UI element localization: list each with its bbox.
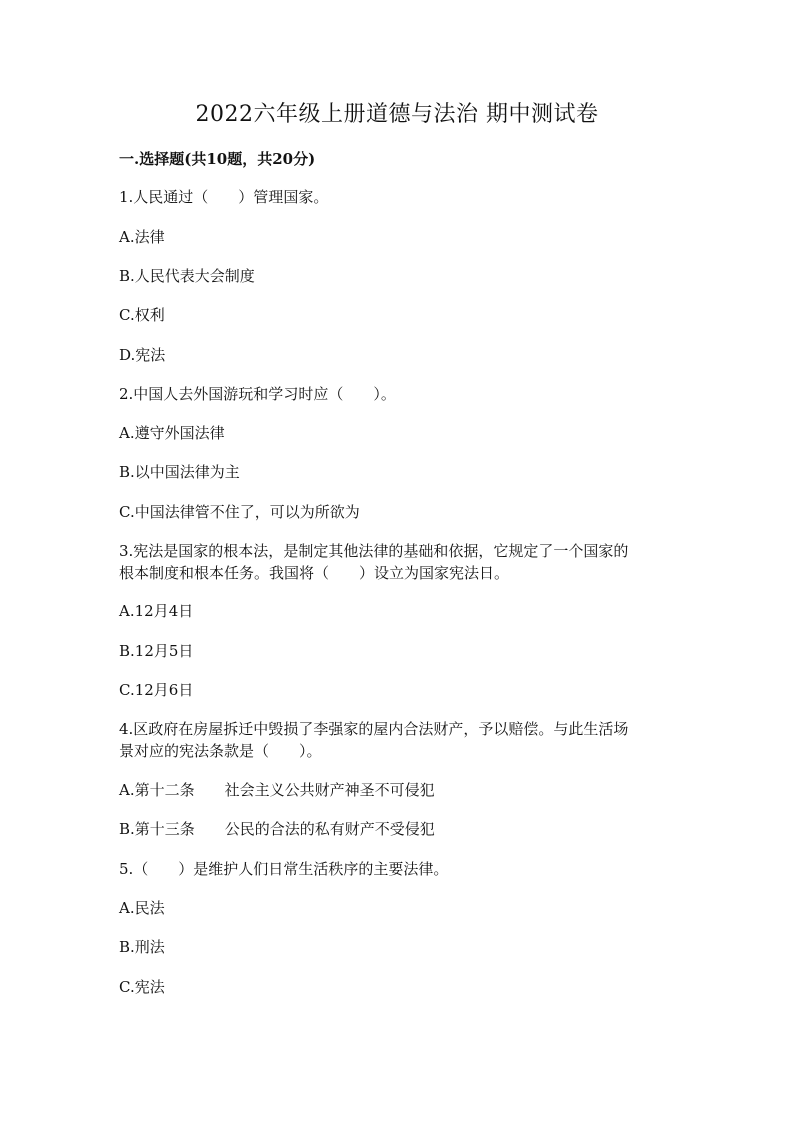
question-3-option-b: B.12月5日	[119, 642, 194, 660]
question-3-option-a: A.12月4日	[119, 602, 194, 620]
question-2-option-a: A.遵守外国法律	[119, 424, 225, 442]
exam-title: 2022六年级上册道德与法治 期中测试卷	[195, 102, 599, 127]
question-4-stem-line-1: 4.区政府在房屋拆迁中毁损了李强家的屋内合法财产，予以赔偿。与此生活场	[119, 720, 629, 738]
question-3-stem-line-1: 3.宪法是国家的根本法，是制定其他法律的基础和依据，它规定了一个国家的	[119, 542, 629, 560]
question-1-option-a: A.法律	[119, 228, 165, 246]
question-2-option-c: C.中国法律管不住了，可以为所欲为	[119, 503, 360, 521]
question-1-option-b: B.人民代表大会制度	[119, 267, 255, 285]
question-5-stem: 5.（ ）是维护人们日常生活秩序的主要法律。	[119, 860, 449, 878]
question-5-option-b: B.刑法	[119, 938, 165, 956]
section-heading: 一.选择题(共10题，共20分)	[119, 150, 316, 168]
question-5-option-a: A.民法	[119, 899, 165, 917]
question-1-option-d: D.宪法	[119, 346, 166, 364]
question-5-option-c: C.宪法	[119, 978, 165, 996]
question-1-stem: 1.人民通过（ ）管理国家。	[119, 188, 329, 206]
question-4-stem-line-2: 景对应的宪法条款是（ ）。	[119, 742, 322, 760]
question-4-option-a: A.第十二条 社会主义公共财产神圣不可侵犯	[119, 781, 435, 799]
question-2-option-b: B.以中国法律为主	[119, 463, 240, 481]
question-1-option-c: C.权利	[119, 306, 165, 324]
question-3-stem-line-2: 根本制度和根本任务。我国将（ ）设立为国家宪法日。	[119, 564, 510, 582]
question-3-option-c: C.12月6日	[119, 681, 194, 699]
question-2-stem: 2.中国人去外国游玩和学习时应（ ）。	[119, 385, 396, 403]
question-4-option-b: B.第十三条 公民的合法的私有财产不受侵犯	[119, 820, 435, 838]
